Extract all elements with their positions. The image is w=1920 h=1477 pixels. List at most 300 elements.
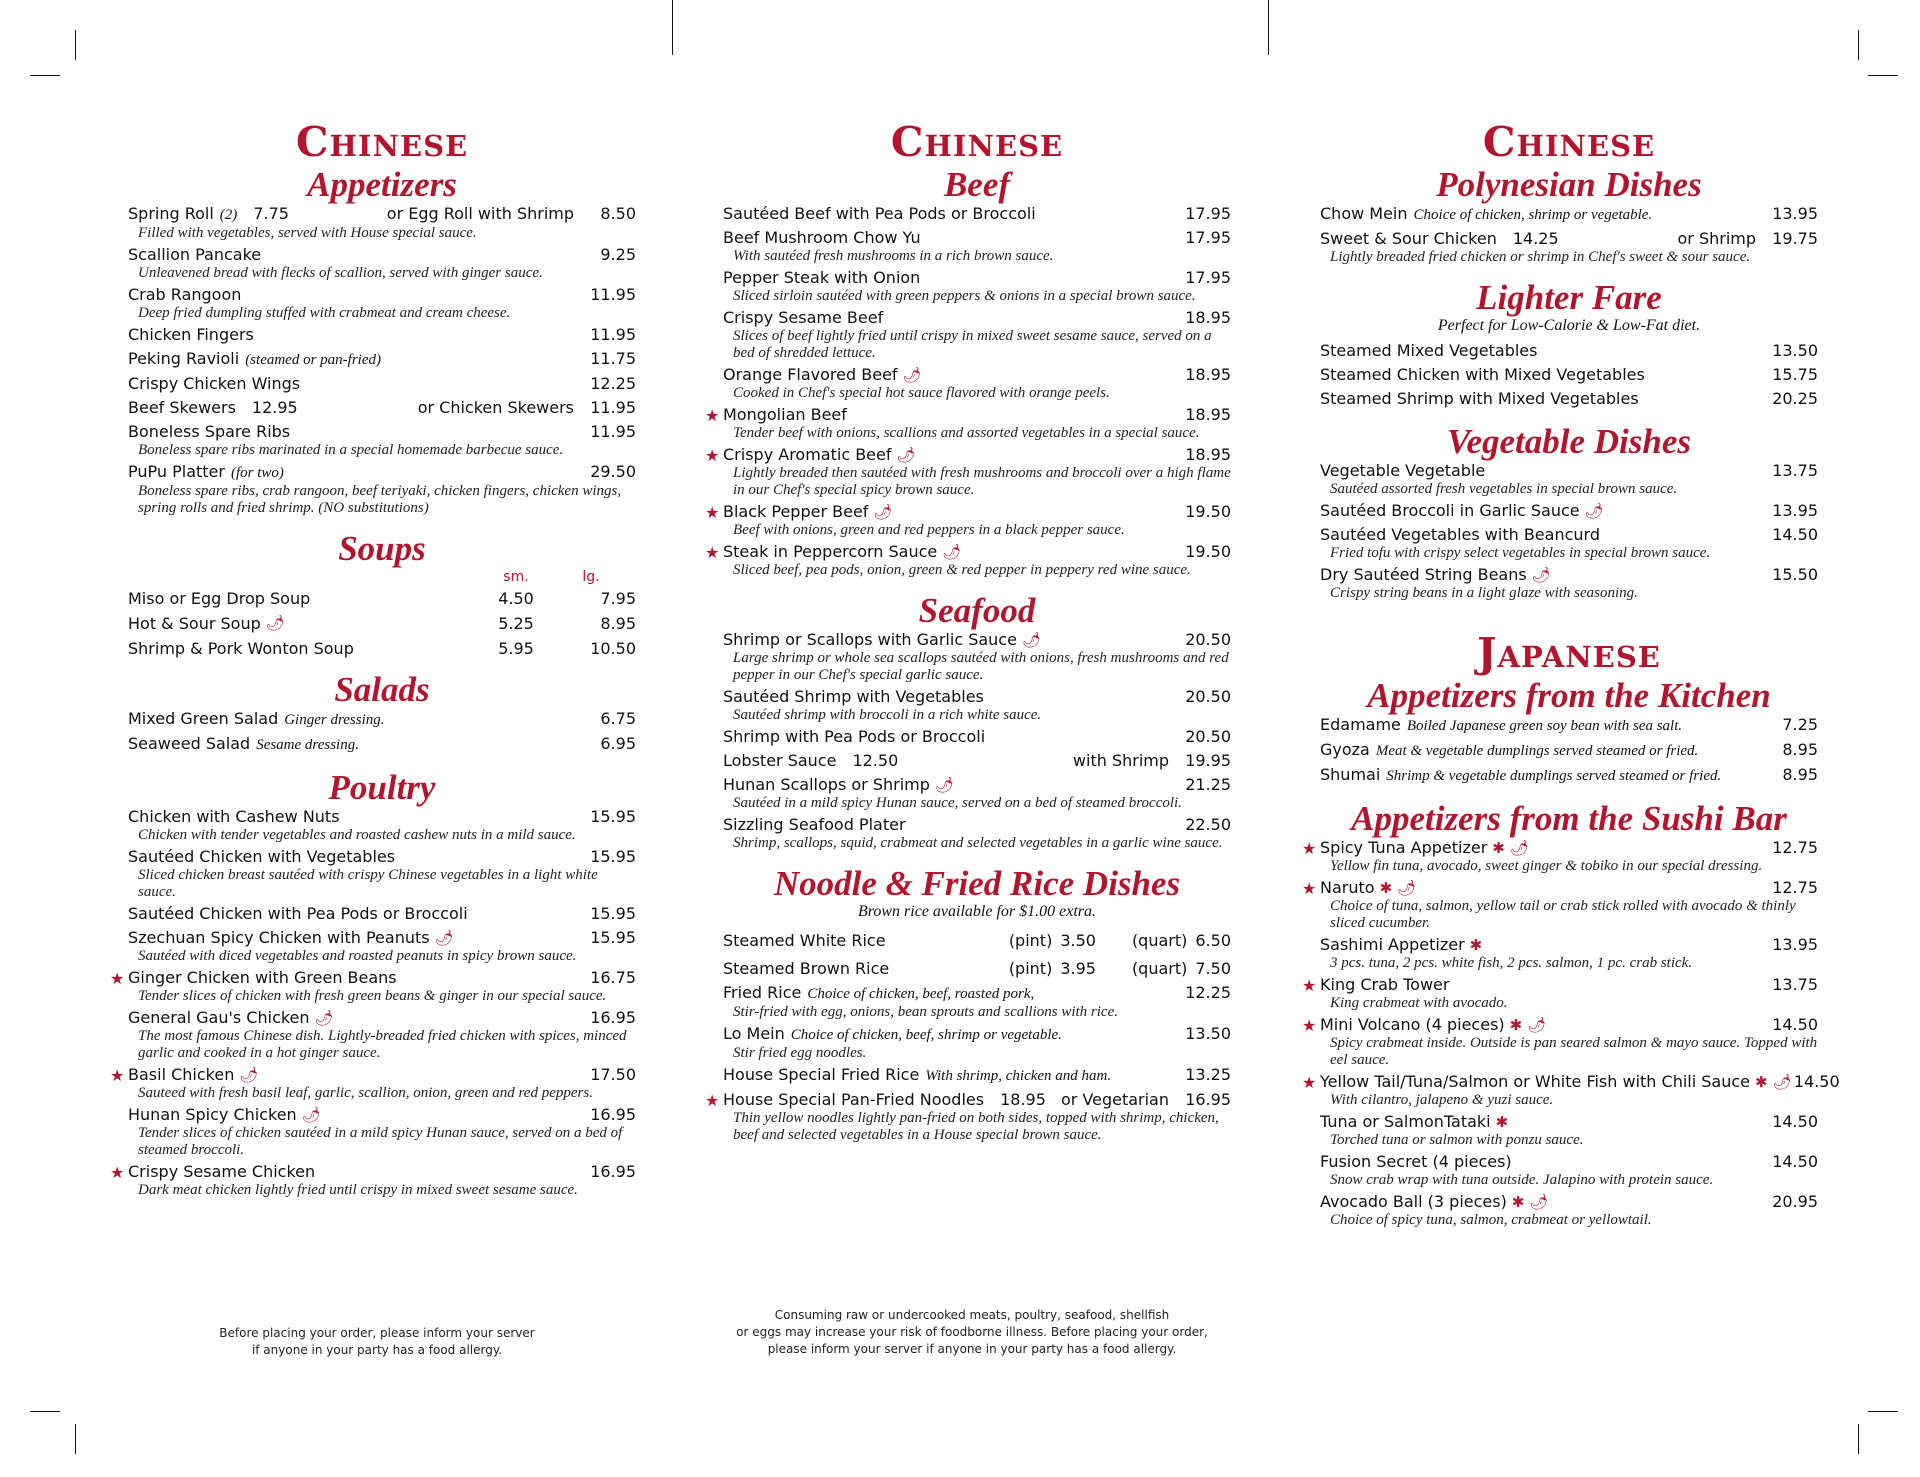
menu-item [110, 1162, 636, 1199]
menu-item [723, 308, 1231, 362]
menu-item [1320, 501, 1818, 521]
menu-item-name: Lobster Sauce [723, 751, 837, 770]
menu-item-price: 11.95 [590, 398, 636, 417]
soup-row [128, 636, 636, 661]
menu-item-description: Filled with vegetables, served with House special sauce. [138, 225, 477, 241]
section-note-lighter-fare: Perfect for Low-Calorie & Low-Fat diet. [1437, 317, 1701, 334]
crop-mark [1858, 1424, 1859, 1454]
menu-item-line [1320, 365, 1818, 385]
allergy-footer-left [128, 1325, 626, 1359]
menu-item [1320, 204, 1818, 225]
menu-item-name: Sashimi Appetizer [1320, 935, 1465, 954]
rice-pint-label: (pint) [1008, 931, 1053, 950]
menu-item-note: Choice of chicken, beef, roasted pork, [807, 986, 1035, 1002]
menu-item-line [1320, 204, 1818, 225]
menu-item [1302, 838, 1818, 875]
menu-item-description: Fried tofu with crispy select vegetables in special brown sauce. [1330, 545, 1711, 561]
menu-item-description: Crispy string beans in a light glaze with seasoning. [1330, 585, 1638, 601]
menu-item [128, 734, 636, 755]
menu-item-line [723, 268, 1231, 288]
menu-item-description: Cooked in Chef's special hot sauce flavored with orange peels. [733, 385, 1110, 401]
menu-item-price: 14.50 [1772, 1015, 1818, 1034]
chef-special-star-icon: ★ [1302, 976, 1317, 995]
menu-item-line [128, 709, 636, 730]
menu-item-line [1320, 501, 1818, 521]
menu-item-line [1320, 229, 1818, 249]
menu-item-name: Mongolian Beef [723, 405, 847, 424]
menu-item-line [1320, 389, 1818, 409]
menu-item-line [1320, 1072, 1840, 1092]
menu-item-name: Hunan Scallops or Shrimp [723, 775, 930, 794]
menu-item-note: Ginger dressing. [284, 712, 385, 728]
menu-item [723, 204, 1231, 224]
menu-item-price: 14.50 [1772, 1112, 1818, 1131]
menu-item-description: Tender beef with onions, scallions and assorted vegetables in a special sauce. [733, 425, 1200, 441]
rice-pint-label: (pint) [1008, 959, 1053, 978]
menu-item-price: 16.95 [1185, 1090, 1231, 1109]
soup-price-large: 7.95 [600, 589, 636, 608]
menu-item-name: House Special Fried Rice [723, 1065, 920, 1084]
menu-item-name: Szechuan Spicy Chicken with Peanuts [128, 928, 430, 947]
menu-item-description: Sautéed shrimp with broccoli in a rich white sauce. [733, 707, 1042, 723]
menu-list-poultry [110, 807, 636, 1199]
menu-item-line [128, 398, 636, 418]
menu-item [1320, 461, 1818, 498]
menu-item-price: 14.50 [1793, 1072, 1840, 1091]
menu-item-name: Fried Rice [723, 983, 802, 1002]
menu-item-price: 16.75 [590, 968, 636, 987]
menu-item-alt-option: or Egg Roll with Shrimp [386, 204, 574, 223]
menu-item-price: 11.95 [590, 422, 636, 441]
footer-line: Before placing your order, please inform your server [219, 1326, 535, 1340]
menu-item-name: Ginger Chicken with Green Beans [128, 968, 397, 987]
menu-item [705, 542, 1231, 579]
menu-item-price: 13.95 [1772, 501, 1818, 520]
section-title-appetizers: Appetizers [307, 165, 457, 204]
menu-item-line [128, 807, 636, 827]
menu-item-price: 19.50 [1185, 502, 1231, 521]
menu-item-note: Boiled Japanese green soy bean with sea salt. [1406, 718, 1683, 734]
menu-item-price: 18.95 [1185, 365, 1231, 384]
menu-item-price: 12.75 [1772, 878, 1818, 897]
raw-warning-icon: ✱ [1755, 1073, 1768, 1091]
menu-item-price: 20.95 [1772, 1192, 1818, 1211]
menu-item-price-alt-1: 12.50 [852, 751, 899, 770]
chef-special-star-icon: ★ [1302, 1073, 1317, 1092]
soup-price-small: 4.50 [498, 589, 534, 608]
menu-list-lighter-fare [1320, 341, 1818, 409]
menu-item-price: 14.50 [1772, 525, 1818, 544]
menu-item [1320, 389, 1818, 409]
menu-item-name: Spring Roll [128, 204, 214, 223]
hot-pepper-icon: 🌶 [1527, 1016, 1547, 1034]
crop-mark [1868, 75, 1898, 76]
menu-item-price: 21.25 [1185, 775, 1231, 794]
menu-item-name: Scallion Pancake [128, 245, 262, 264]
menu-item-name: Fusion Secret (4 pieces) [1320, 1152, 1512, 1171]
hot-pepper-icon: 🌶 [1772, 1073, 1792, 1091]
cuisine-title: Chinese [1482, 118, 1656, 166]
crop-mark [75, 1424, 76, 1454]
hot-pepper-icon: 🌶 [314, 1009, 334, 1027]
menu-item-price: 8.95 [1782, 765, 1818, 784]
menu-item-line [1320, 1015, 1818, 1035]
menu-item-description: Sliced chicken breast sautéed with crispy Chinese vegetables in a light white sauce. [138, 867, 598, 900]
menu-item [128, 349, 636, 370]
footer-line: if anyone in your party has a food allergy. [251, 1343, 503, 1357]
menu-item-description: Slices of beef lightly fried until crispy in mixed sweet sesame sauce, served on a bed of shredded lettuce. [733, 328, 1212, 361]
menu-item-note: (steamed or pan-fried) [245, 352, 381, 368]
menu-item [1302, 1015, 1818, 1069]
menu-item-description: Snow crab wrap with tuna outside. Jalapino with protein sauce. [1330, 1172, 1714, 1188]
menu-item-line [1320, 878, 1818, 898]
menu-item-description: Boneless spare ribs, crab rangoon, beef teriyaki, chicken fingers, chicken wings, spring rolls and fried shrimp. (NO substitutions) [138, 483, 622, 516]
menu-list-soups [128, 586, 636, 661]
menu-item [1320, 715, 1818, 736]
menu-item-price: 12.25 [1185, 983, 1231, 1002]
menu-item [128, 398, 636, 418]
menu-item-line [128, 374, 636, 394]
menu-item [128, 1105, 636, 1159]
menu-item-alt-option: or Chicken Skewers [417, 398, 574, 417]
menu-item-name: Black Pepper Beef [723, 502, 869, 521]
menu-item [128, 245, 636, 282]
hot-pepper-icon: 🌶 [1021, 631, 1041, 649]
menu-item-note: Choice of chicken, beef, shrimp or vegetable. [790, 1027, 1062, 1043]
menu-item-price: 22.50 [1185, 815, 1231, 834]
menu-list-beef [705, 204, 1231, 579]
menu-item-line [128, 968, 636, 988]
hot-pepper-icon: 🌶 [1397, 879, 1417, 897]
menu-item-name: Orange Flavored Beef [723, 365, 898, 384]
menu-item-price: 16.95 [590, 1008, 636, 1027]
menu-item-name: Pepper Steak with Onion [723, 268, 921, 287]
crop-mark [1268, 0, 1269, 55]
chef-special-star-icon: ★ [1302, 1016, 1317, 1035]
menu-item-line [1320, 838, 1818, 858]
menu-item-line [723, 204, 1231, 224]
menu-item-price: 15.75 [1772, 365, 1818, 384]
menu-item-description: Beef with onions, green and red peppers in a black pepper sauce. [733, 522, 1125, 538]
menu-item-name: Beef Skewers [128, 398, 236, 417]
raw-warning-icon: ✱ [1509, 1016, 1523, 1034]
menu-item-price: 13.50 [1185, 1024, 1231, 1043]
menu-item-price: 15.95 [590, 928, 636, 947]
menu-item-name: Crispy Aromatic Beef [723, 445, 892, 464]
menu-item-description: Sautéed assorted fresh vegetables in special brown sauce. [1330, 481, 1678, 497]
menu-item-price: 7.25 [1782, 715, 1818, 734]
crop-mark [672, 0, 673, 55]
menu-item [1320, 765, 1818, 786]
menu-item-name: Edamame [1320, 715, 1401, 734]
menu-item-description: With sautéed fresh mushrooms in a rich brown sauce. [733, 248, 1054, 264]
menu-list-kitchen-appetizers [1320, 715, 1818, 786]
menu-item-description: Sauteed with fresh basil leaf, garlic, scallion, onion, green and red peppers. [138, 1085, 593, 1101]
menu-item-name: Sautéed Broccoli in Garlic Sauce [1320, 501, 1580, 520]
raw-warning-icon: ✱ [1469, 936, 1483, 954]
section-title-kitchen-appetizers: Appetizers from the Kitchen [1367, 676, 1771, 715]
menu-item-description: 3 pcs. tuna, 2 pcs. white fish, 2 pcs. salmon, 1 pc. crab stick. [1330, 955, 1693, 971]
menu-item-description: Sautéed in a mild spicy Hunan sauce, served on a bed of steamed broccoli. [733, 795, 1182, 811]
menu-item-name: Crab Rangoon [128, 285, 242, 304]
cuisine-title: Chinese [295, 118, 469, 166]
menu-item-line [128, 204, 636, 225]
menu-item-name: Shrimp or Scallops with Garlic Sauce [723, 630, 1017, 649]
menu-item-name: Mixed Green Salad [128, 709, 279, 728]
menu-item-description: Choice of tuna, salmon, yellow tail or crab stick rolled with avocado & thinly sliced cucumber. [1330, 898, 1796, 931]
menu-item-price: 18.95 [1185, 405, 1231, 424]
menu-item-name: PuPu Platter [128, 462, 225, 481]
menu-item [723, 751, 1231, 771]
menu-item-name: Sautéed Chicken with Vegetables [128, 847, 396, 866]
menu-item-line [723, 445, 1231, 465]
rice-name: Steamed White Rice [723, 931, 886, 950]
menu-item-price: 15.95 [590, 847, 636, 866]
menu-item [705, 502, 1231, 539]
menu-item-note: (for two) [230, 465, 284, 481]
menu-item [723, 1024, 1231, 1062]
menu-item-price: 14.50 [1772, 1152, 1818, 1171]
menu-item-description: Shrimp, scallops, squid, crabmeat and selected vegetables in a garlic wine sauce. [733, 835, 1223, 851]
chef-special-star-icon: ★ [1302, 839, 1317, 858]
menu-item-name: Peking Ravioli [128, 349, 240, 368]
menu-list-sushi-appetizers [1302, 838, 1840, 1229]
menu-item-price: 6.75 [600, 709, 636, 728]
menu-item-line [128, 325, 636, 345]
menu-item-name: Gyoza [1320, 740, 1370, 759]
menu-item-price: 15.95 [590, 904, 636, 923]
rice-quart-label: (quart) [1131, 931, 1188, 950]
soup-name: Shrimp & Pork Wonton Soup [128, 639, 354, 658]
menu-item [723, 228, 1231, 265]
menu-item-name: Steamed Chicken with Mixed Vegetables [1320, 365, 1645, 384]
menu-item-line [723, 815, 1231, 835]
menu-item-price: 11.95 [590, 285, 636, 304]
menu-item [128, 904, 636, 924]
menu-item-price: 13.25 [1185, 1065, 1231, 1084]
menu-item-note: Shrimp & vegetable dumplings served steamed or fried. [1386, 768, 1722, 784]
menu-item-note: Sesame dressing. [256, 737, 359, 753]
rice-quart-price: 6.50 [1195, 931, 1231, 950]
menu-item-name: Chicken with Cashew Nuts [128, 807, 340, 826]
menu-item-description: King crabmeat with avocado. [1330, 995, 1508, 1011]
menu-item-price: 13.75 [1772, 975, 1818, 994]
menu-item-name: King Crab Tower [1320, 975, 1450, 994]
soup-row [128, 586, 636, 611]
hot-pepper-icon: 🌶 [1531, 566, 1551, 584]
menu-item-description: Stir fried egg noodles. [733, 1045, 867, 1061]
menu-item-name: Mini Volcano (4 pieces) [1320, 1015, 1505, 1034]
menu-item-name: Crispy Chicken Wings [128, 374, 301, 393]
raw-warning-icon: ✱ [1492, 839, 1505, 857]
menu-list-polynesian [1320, 204, 1818, 266]
soup-size-header [128, 568, 636, 586]
menu-item-name: Chicken Fingers [128, 325, 254, 344]
menu-item-line [723, 630, 1231, 650]
allergy-footer-center [723, 1307, 1221, 1358]
menu-item [723, 727, 1231, 747]
chef-special-star-icon: ★ [705, 1091, 720, 1110]
menu-item-price: 18.95 [1185, 445, 1231, 464]
menu-item [128, 285, 636, 322]
menu-item-note: Choice of chicken, shrimp or vegetable. [1413, 207, 1653, 223]
menu-item-price: 20.50 [1185, 687, 1231, 706]
section-title-seafood: Seafood [918, 591, 1036, 630]
menu-item-name: Basil Chicken [128, 1065, 235, 1084]
menu-item-name: Avocado Ball (3 pieces) [1320, 1192, 1507, 1211]
menu-item [1320, 365, 1818, 385]
menu-item-name: Hunan Spicy Chicken [128, 1105, 297, 1124]
menu-item-description: Yellow fin tuna, avocado, sweet ginger & tobiko in our special dressing. [1330, 858, 1763, 874]
menu-item [723, 983, 1231, 1021]
soup-price-large: 10.50 [590, 639, 636, 658]
menu-item-line [723, 502, 1231, 522]
footer-line: or eggs may increase your risk of foodborne illness. Before placing your order, [736, 1325, 1208, 1339]
rice-pint-price: 3.95 [1060, 959, 1096, 978]
menu-item [128, 422, 636, 459]
menu-item [128, 928, 636, 965]
cuisine-title: Chinese [890, 118, 1064, 166]
menu-item-line [1320, 461, 1818, 481]
chef-special-star-icon: ★ [110, 1066, 125, 1085]
crop-mark [30, 1411, 60, 1412]
menu-item-name: Steamed Shrimp with Mixed Vegetables [1320, 389, 1639, 408]
menu-item-line [128, 349, 636, 370]
menu-item-price: 13.95 [1772, 935, 1818, 954]
menu-item-line [128, 1105, 636, 1125]
menu-item [128, 204, 636, 242]
hot-pepper-icon: 🌶 [1584, 502, 1604, 520]
menu-item-line [723, 228, 1231, 248]
hot-pepper-icon: 🌶 [873, 503, 893, 521]
menu-item-price: 16.95 [590, 1105, 636, 1124]
menu-list-salads [128, 709, 636, 755]
menu-item-price-alt-1: 18.95 [1000, 1090, 1046, 1109]
menu-item [128, 374, 636, 394]
spacer [285, 611, 486, 636]
hot-pepper-icon: 🌶 [902, 366, 922, 384]
menu-item-price: 12.75 [1772, 838, 1818, 857]
size-large-label: lg. [582, 569, 600, 585]
menu-item-description: Unleavened bread with flecks of scallion, served with ginger sauce. [138, 265, 543, 281]
footer-line: Consuming raw or undercooked meats, poultry, seafood, shellfish [774, 1308, 1170, 1322]
menu-item-description: Tender slices of chicken with fresh green beans & ginger in our special sauce. [138, 988, 607, 1004]
chef-special-star-icon: ★ [705, 446, 720, 465]
menu-item [1302, 975, 1818, 1012]
menu-item-description: Lightly breaded then sautéed with fresh mushrooms and broccoli over a high flame in our Chef's special spicy brown sauce. [733, 465, 1231, 498]
footer-line: please inform your server if anyone in your party has a food allergy. [767, 1342, 1177, 1356]
menu-item [723, 365, 1231, 402]
menu-item-name: Spicy Tuna Appetizer [1320, 838, 1488, 857]
menu-item-line [1320, 935, 1818, 955]
menu-item-description: Boneless spare ribs marinated in a special homemade barbecue sauce. [138, 442, 564, 458]
hot-pepper-icon: 🌶 [942, 543, 962, 561]
menu-item [723, 687, 1231, 724]
menu-item-line [1320, 525, 1818, 545]
rice-row [723, 955, 1231, 983]
menu-item-name: Sautéed Beef with Pea Pods or Broccoli [723, 204, 1036, 223]
menu-item-price: 15.95 [590, 807, 636, 826]
menu-item-price: 20.50 [1185, 727, 1231, 746]
chef-special-star-icon: ★ [110, 1163, 125, 1182]
menu-item-description: Torched tuna or salmon with ponzu sauce. [1330, 1132, 1584, 1148]
menu-item-line [128, 904, 636, 924]
chef-special-star-icon: ★ [705, 406, 720, 425]
menu-item-description: Large shrimp or whole sea scallops sautéed with onions, fresh mushrooms and red pepper in our Chef's special garlic sauce. [733, 650, 1229, 683]
menu-item [110, 1065, 636, 1102]
menu-list-noodle [705, 983, 1231, 1144]
menu-item-description: Choice of spicy tuna, salmon, crabmeat or yellowtail. [1330, 1212, 1652, 1228]
menu-item-name: Chow Mein [1320, 204, 1408, 223]
menu-item-alt-option: with Shrimp [1072, 751, 1169, 770]
menu-item [723, 815, 1231, 852]
menu-item-price: 11.95 [590, 325, 636, 344]
section-title-lighter-fare: Lighter Fare [1476, 278, 1662, 317]
menu-list-seafood [723, 630, 1231, 852]
menu-item-description: Sliced sirloin sautéed with green peppers & onions in a special brown sauce. [733, 288, 1196, 304]
menu-item-price-alt-1: 7.75 [253, 204, 289, 223]
menu-item [1320, 341, 1818, 361]
menu-item-price: 19.50 [1185, 542, 1231, 561]
menu-item-price: 17.95 [1185, 228, 1231, 247]
crop-mark [30, 75, 60, 76]
menu-item-description: With cilantro, jalapeno & yuzi sauce. [1330, 1092, 1554, 1108]
menu-item-name: Vegetable Vegetable [1320, 461, 1486, 480]
menu-item [128, 1008, 636, 1062]
menu-item-note: (2) [219, 207, 238, 223]
menu-item [128, 807, 636, 844]
spacer [310, 586, 486, 611]
soup-name: Hot & Sour Soup [128, 614, 261, 633]
hot-pepper-icon: 🌶 [1529, 1193, 1549, 1211]
chef-special-star-icon: ★ [1302, 879, 1317, 898]
chef-special-star-icon: ★ [705, 503, 720, 522]
menu-item-line [1320, 1152, 1818, 1172]
menu-item-price: 6.95 [600, 734, 636, 753]
menu-item-description: Spicy crabmeat inside. Outside is pan seared salmon & mayo sauce. Topped with eel sauce. [1330, 1035, 1818, 1068]
menu-item-line [723, 1024, 1231, 1045]
menu-item-line [1320, 765, 1818, 786]
menu-item-name: Crispy Sesame Beef [723, 308, 884, 327]
menu-column-3 [1302, 118, 1840, 1232]
menu-item [723, 1065, 1231, 1086]
cuisine-title-japanese: Japanese [1477, 629, 1661, 677]
menu-column-1 [110, 118, 636, 1202]
menu-item [128, 325, 636, 345]
menu-item-description: Deep fried dumpling stuffed with crabmeat and cream cheese. [138, 305, 511, 321]
menu-item-description: Chicken with tender vegetables and roasted cashew nuts in a mild sauce. [138, 827, 576, 843]
menu-item-price: 8.50 [600, 204, 636, 223]
menu-item [1302, 1072, 1840, 1109]
rice-quart-price: 7.50 [1195, 959, 1231, 978]
menu-item [128, 847, 636, 901]
menu-list-appetizers [128, 204, 636, 517]
hot-pepper-icon: 🌶 [301, 1106, 321, 1124]
menu-item-line [723, 308, 1231, 328]
rice-name: Steamed Brown Rice [723, 959, 890, 978]
menu-item [1320, 1152, 1818, 1189]
soup-price-large: 8.95 [600, 614, 636, 633]
rice-row [723, 927, 1231, 955]
menu-item-description: The most famous Chinese dish. Lightly-breaded fried chicken with spices, minced garlic and cooked in a hot ginger sauce. [138, 1028, 627, 1061]
menu-item-price-alt-1: 12.95 [251, 398, 298, 417]
menu-item-line [723, 775, 1231, 795]
menu-item-line [128, 734, 636, 755]
menu-item-price: 20.50 [1185, 630, 1231, 649]
hot-pepper-icon: 🌶 [239, 1066, 259, 1084]
menu-item-price: 16.95 [590, 1162, 636, 1181]
menu-item-note: Meat & vegetable dumplings served steamed or fried. [1375, 743, 1699, 759]
